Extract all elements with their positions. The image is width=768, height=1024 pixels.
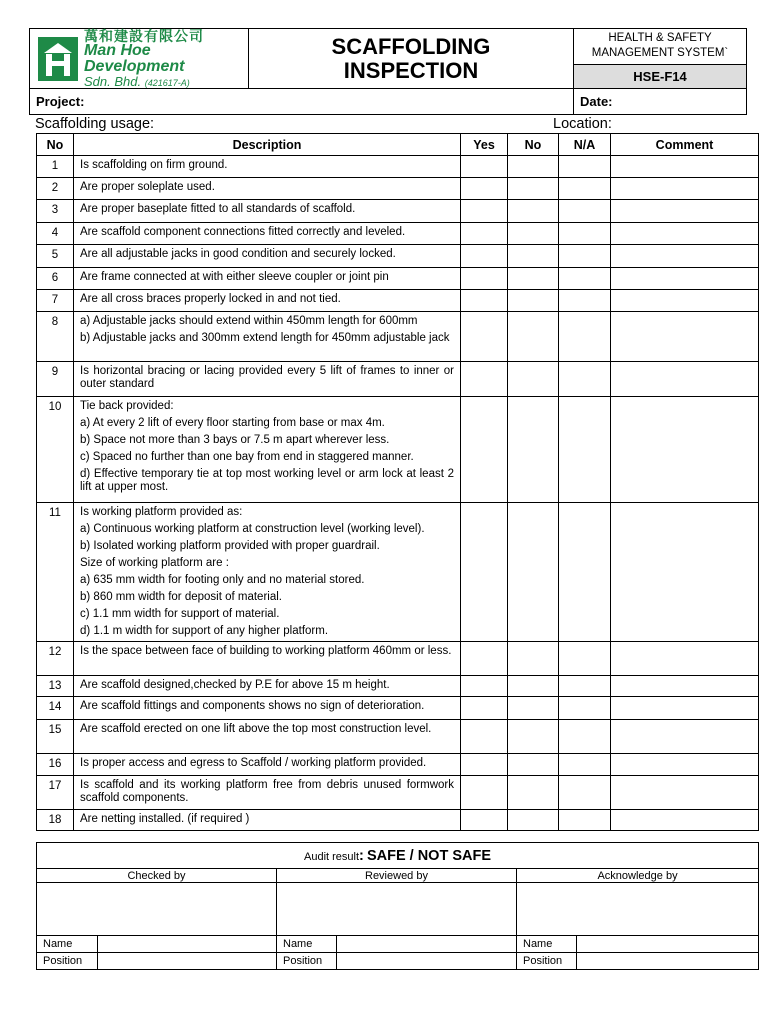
- checklist-row: [37, 642, 759, 676]
- na-cell[interactable]: [559, 245, 611, 268]
- item-number: 1: [37, 156, 74, 178]
- item-description: [74, 503, 461, 642]
- no-cell[interactable]: [508, 245, 559, 268]
- yes-cell[interactable]: [461, 642, 508, 676]
- yes-cell[interactable]: [461, 156, 508, 178]
- yes-cell[interactable]: [461, 223, 508, 245]
- inspection-checklist: [36, 133, 759, 831]
- na-cell[interactable]: [559, 720, 611, 754]
- comment-cell[interactable]: [611, 697, 759, 720]
- reviewed-name-label: Name: [277, 936, 337, 953]
- na-cell[interactable]: [559, 268, 611, 290]
- checklist-row: [37, 223, 759, 245]
- audit-result-label: Audit result: [304, 850, 360, 863]
- item-number: 9: [37, 362, 74, 397]
- management-system-label: [574, 29, 747, 65]
- scaffolding-usage-label: Scaffolding usage:: [35, 116, 155, 132]
- comment-cell[interactable]: [611, 503, 759, 642]
- na-cell[interactable]: [559, 642, 611, 676]
- comment-cell[interactable]: [611, 776, 759, 810]
- checked-name-field[interactable]: [98, 936, 277, 953]
- no-cell[interactable]: [508, 720, 559, 754]
- na-cell[interactable]: [559, 223, 611, 245]
- item-number: 6: [37, 268, 74, 290]
- audit-result[interactable]: [37, 843, 759, 869]
- audit-result-options: SAFE / NOT SAFE: [366, 847, 492, 864]
- company-name-english: Man Hoe Development: [84, 42, 185, 75]
- description-line: a) At every 2 lift of every floor starting from base or max 4m.: [80, 417, 385, 429]
- item-number: 11: [37, 503, 74, 642]
- form-title: [249, 29, 574, 89]
- comment-cell[interactable]: [611, 720, 759, 754]
- description-line: b) Space not more than 3 bays or 7.5 m apart wherever less.: [80, 434, 390, 446]
- description-line: c) 1.1 mm width for support of material.: [80, 608, 280, 620]
- item-number: 3: [37, 200, 74, 223]
- description-line: b) Adjustable jacks and 300mm extend length for 450mm adjustable jack: [80, 332, 450, 344]
- no-cell[interactable]: [508, 642, 559, 676]
- na-cell[interactable]: [559, 810, 611, 831]
- yes-cell[interactable]: [461, 503, 508, 642]
- description-line: Are proper soleplate used.: [80, 181, 215, 193]
- item-number: 2: [37, 178, 74, 200]
- form-title-line1: SCAFFOLDING: [331, 33, 491, 59]
- item-description: [74, 268, 461, 290]
- description-line: Are scaffold fittings and components shows no sign of deterioration.: [80, 700, 425, 712]
- na-cell[interactable]: [559, 200, 611, 223]
- checklist-row: [37, 200, 759, 223]
- audit-result-colon: :: [359, 847, 364, 864]
- item-description: [74, 223, 461, 245]
- checklist-row: [37, 503, 759, 642]
- comment-cell[interactable]: [611, 200, 759, 223]
- checklist-row: [37, 268, 759, 290]
- yes-cell[interactable]: [461, 720, 508, 754]
- item-number: 7: [37, 290, 74, 312]
- company-logo-cell: [30, 29, 249, 89]
- no-cell[interactable]: [508, 312, 559, 362]
- item-description: [74, 245, 461, 268]
- comment-cell[interactable]: [611, 362, 759, 397]
- na-cell[interactable]: [559, 290, 611, 312]
- acknowledge-by-signature[interactable]: [517, 883, 759, 936]
- yes-cell[interactable]: [461, 776, 508, 810]
- item-number: 12: [37, 642, 74, 676]
- item-number: 18: [37, 810, 74, 831]
- checklist-row: [37, 720, 759, 754]
- description-line: d) 1.1 m width for support of any higher platform.: [80, 625, 329, 637]
- yes-cell[interactable]: [461, 754, 508, 776]
- description-line: a) 635 mm width for footing only and no material stored.: [80, 574, 365, 586]
- checklist-row: [37, 754, 759, 776]
- na-cell[interactable]: [559, 503, 611, 642]
- date-field[interactable]: [574, 89, 747, 115]
- checklist-row: [37, 776, 759, 810]
- na-cell[interactable]: [559, 362, 611, 397]
- comment-cell[interactable]: [611, 245, 759, 268]
- na-cell[interactable]: [559, 312, 611, 362]
- yes-cell[interactable]: [461, 200, 508, 223]
- col-no-header: No: [37, 134, 74, 156]
- comment-cell[interactable]: [611, 642, 759, 676]
- comment-cell[interactable]: [611, 178, 759, 200]
- company-reg-no: (421617-A): [144, 78, 190, 88]
- no-cell[interactable]: [508, 268, 559, 290]
- yes-cell[interactable]: [461, 312, 508, 362]
- comment-cell[interactable]: [611, 223, 759, 245]
- checklist-row: [37, 156, 759, 178]
- company-suffix: Sdn. Bhd.: [84, 74, 142, 89]
- no-cell[interactable]: [508, 697, 559, 720]
- na-cell[interactable]: [559, 697, 611, 720]
- yes-cell[interactable]: [461, 697, 508, 720]
- no-cell[interactable]: [508, 754, 559, 776]
- reviewed-position-field[interactable]: [337, 953, 517, 970]
- no-cell[interactable]: [508, 200, 559, 223]
- item-description: [74, 156, 461, 178]
- item-description: [74, 312, 461, 362]
- item-description: [74, 754, 461, 776]
- comment-cell[interactable]: [611, 397, 759, 503]
- comment-cell[interactable]: [611, 810, 759, 831]
- description-line: Size of working platform are :: [80, 557, 229, 569]
- comment-cell[interactable]: [611, 312, 759, 362]
- description-line: a) Adjustable jacks should extend within 450mm length for 600mm: [80, 315, 418, 327]
- checklist-row: [37, 810, 759, 831]
- checklist-row: [37, 290, 759, 312]
- description-line: Are all cross braces properly locked in and not tied.: [80, 293, 341, 305]
- checked-by-signature[interactable]: [37, 883, 277, 936]
- description-line: Are scaffold erected on one lift above the top most construction level.: [80, 723, 432, 735]
- item-description: [74, 776, 461, 810]
- checklist-row: [37, 312, 759, 362]
- yes-cell[interactable]: [461, 290, 508, 312]
- acknowledge-name-field[interactable]: [577, 936, 759, 953]
- no-cell[interactable]: [508, 776, 559, 810]
- no-cell[interactable]: [508, 362, 559, 397]
- comment-cell[interactable]: [611, 754, 759, 776]
- description-line: Are proper baseplate fitted to all standards of scaffold.: [80, 203, 356, 215]
- reviewed-name-field[interactable]: [337, 936, 517, 953]
- location-label: Location:: [553, 116, 612, 132]
- item-description: [74, 200, 461, 223]
- yes-cell[interactable]: [461, 362, 508, 397]
- checked-name-label: Name: [37, 936, 98, 953]
- item-number: 10: [37, 397, 74, 503]
- checklist-row: [37, 362, 759, 397]
- item-description: [74, 720, 461, 754]
- checklist-header-row: [37, 134, 759, 156]
- item-number: 8: [37, 312, 74, 362]
- na-cell[interactable]: [559, 156, 611, 178]
- reviewed-by-header: Reviewed by: [277, 869, 517, 883]
- form-title-line2: INSPECTION: [343, 57, 479, 83]
- checklist-row: [37, 397, 759, 503]
- item-number: 16: [37, 754, 74, 776]
- description-line: d) Effective temporary tie at top most working level or arm lock at least 2 lift at upper most.: [80, 468, 454, 493]
- description-line: a) Continuous working platform at construction level (working level).: [80, 523, 425, 535]
- col-comment-header: Comment: [611, 134, 759, 156]
- description-line: b) 860 mm width for deposit of material.: [80, 591, 282, 603]
- acknowledge-position-field[interactable]: [577, 953, 759, 970]
- yes-cell[interactable]: [461, 676, 508, 697]
- no-cell[interactable]: [508, 178, 559, 200]
- item-number: 5: [37, 245, 74, 268]
- na-cell[interactable]: [559, 397, 611, 503]
- project-label: Project:: [36, 94, 85, 109]
- checked-by-header: Checked by: [37, 869, 277, 883]
- system-line1: HEALTH & SAFETY: [608, 32, 712, 45]
- no-cell[interactable]: [508, 810, 559, 831]
- yes-cell[interactable]: [461, 397, 508, 503]
- no-cell[interactable]: [508, 223, 559, 245]
- checked-position-field[interactable]: [98, 953, 277, 970]
- item-number: 13: [37, 676, 74, 697]
- project-field[interactable]: [30, 89, 574, 115]
- item-number: 17: [37, 776, 74, 810]
- description-line: Is working platform provided as:: [80, 506, 243, 518]
- checklist-row: [37, 178, 759, 200]
- description-line: Is the space between face of building to working platform 460mm or less.: [80, 645, 452, 657]
- na-cell[interactable]: [559, 676, 611, 697]
- comment-cell[interactable]: [611, 268, 759, 290]
- col-na-header: N/A: [559, 134, 611, 156]
- no-cell[interactable]: [508, 676, 559, 697]
- item-number: 4: [37, 223, 74, 245]
- item-description: [74, 810, 461, 831]
- description-line: c) Spaced no further than one bay from end in staggered manner.: [80, 451, 414, 463]
- item-description: [74, 178, 461, 200]
- yes-cell[interactable]: [461, 268, 508, 290]
- comment-cell[interactable]: [611, 676, 759, 697]
- no-cell[interactable]: [508, 503, 559, 642]
- checked-position-label: Position: [37, 953, 98, 970]
- no-cell[interactable]: [508, 397, 559, 503]
- description-line: Are all adjustable jacks in good condition and securely locked.: [80, 248, 396, 260]
- item-number: 14: [37, 697, 74, 720]
- item-description: [74, 676, 461, 697]
- comment-cell[interactable]: [611, 156, 759, 178]
- no-cell[interactable]: [508, 156, 559, 178]
- description-line: Are netting installed. (if required ): [80, 813, 250, 825]
- item-number: 15: [37, 720, 74, 754]
- item-description: [74, 697, 461, 720]
- company-logo-icon: [38, 37, 78, 81]
- description-line: Is scaffold and its working platform free from debris unused formwork scaffold components.: [80, 779, 454, 804]
- system-line2: MANAGEMENT SYSTEM`: [591, 47, 729, 60]
- item-description: [74, 642, 461, 676]
- item-description: [74, 290, 461, 312]
- acknowledge-position-label: Position: [517, 953, 577, 970]
- checklist-row: [37, 676, 759, 697]
- form-code: HSE-F14: [574, 64, 747, 88]
- col-no-answer-header: No: [508, 134, 559, 156]
- checklist-row: [37, 697, 759, 720]
- item-description: [74, 362, 461, 397]
- audit-section: [36, 842, 759, 970]
- description-line: Is proper access and egress to Scaffold / working platform provided.: [80, 757, 427, 769]
- description-line: Tie back provided:: [80, 400, 174, 412]
- description-line: b) Isolated working platform provided with proper guardrail.: [80, 540, 380, 552]
- reviewed-position-label: Position: [277, 953, 337, 970]
- reviewed-by-signature[interactable]: [277, 883, 517, 936]
- na-cell[interactable]: [559, 178, 611, 200]
- company-name-chinese: 萬和建設有限公司: [84, 28, 204, 44]
- na-cell[interactable]: [559, 754, 611, 776]
- yes-cell[interactable]: [461, 178, 508, 200]
- acknowledge-name-label: Name: [517, 936, 577, 953]
- form-header: [29, 28, 747, 115]
- description-line: Is scaffolding on firm ground.: [80, 159, 228, 171]
- description-line: Are frame connected at with either sleeve coupler or joint pin: [80, 271, 389, 283]
- date-label: Date:: [580, 94, 613, 109]
- item-description: [74, 397, 461, 503]
- yes-cell[interactable]: [461, 810, 508, 831]
- checklist-row: [37, 245, 759, 268]
- yes-cell[interactable]: [461, 245, 508, 268]
- description-line: Is horizontal bracing or lacing provided every 5 lift of frames to inner or outer standard: [80, 365, 454, 390]
- no-cell[interactable]: [508, 290, 559, 312]
- col-description-header: Description: [74, 134, 461, 156]
- acknowledge-by-header: Acknowledge by: [517, 869, 759, 883]
- description-line: Are scaffold designed,checked by P.E for above 15 m height.: [80, 679, 390, 691]
- na-cell[interactable]: [559, 776, 611, 810]
- comment-cell[interactable]: [611, 290, 759, 312]
- description-line: Are scaffold component connections fitted correctly and leveled.: [80, 226, 406, 238]
- col-yes-header: Yes: [461, 134, 508, 156]
